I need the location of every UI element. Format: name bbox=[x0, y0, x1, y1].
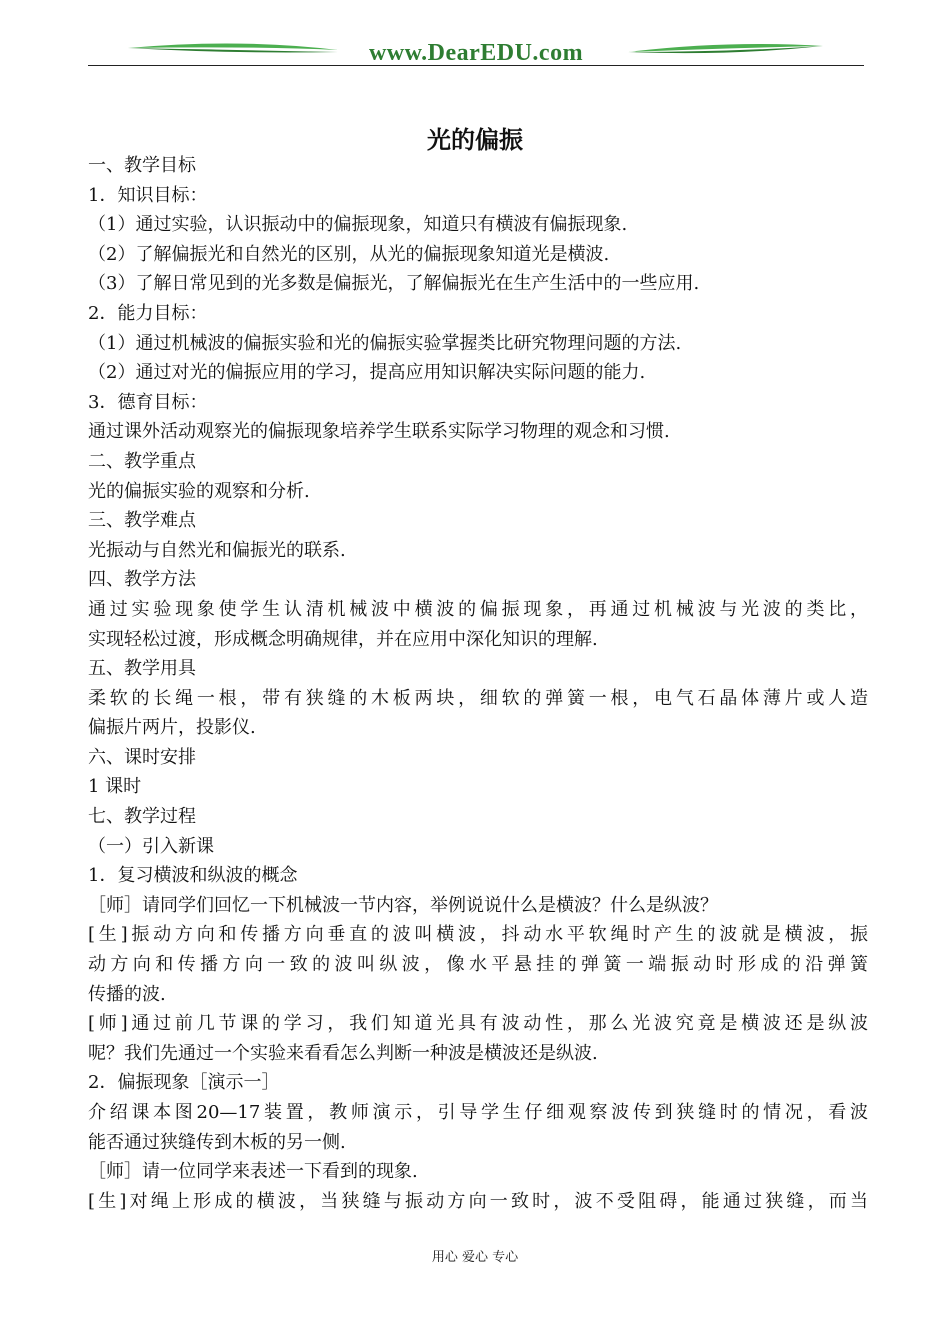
text-line: 光振动与自然光和偏振光的联系. bbox=[88, 539, 346, 561]
header-divider bbox=[88, 65, 864, 66]
text-line: （3）了解日常见到的光多数是偏振光，了解偏振光在生产生活中的一些应用. bbox=[88, 273, 700, 295]
text-line: 三、教学难点 bbox=[88, 510, 196, 532]
text-line: 动方向和传播方向一致的波叫纵波，像水平悬挂的弹簧一端振动时形成的沿弹簧 bbox=[88, 954, 868, 976]
text-line: 1．知识目标： bbox=[88, 184, 208, 206]
text-line: [生]对绳上形成的横波，当狭缝与振动方向一致时，波不受阻碍，能通过狭缝，而当 bbox=[88, 1190, 868, 1212]
text-line: 五、教学用具 bbox=[88, 658, 196, 680]
page-footer: 用心 爱心 专心 bbox=[431, 1250, 519, 1265]
text-line: 柔软的长绳一根，带有狭缝的木板两块，细软的弹簧一根，电气石晶体薄片或人造 bbox=[88, 687, 868, 709]
text-line: 光的偏振实验的观察和分析. bbox=[88, 480, 310, 502]
text-line: 二、教学重点 bbox=[88, 450, 196, 472]
text-line: 四、教学方法 bbox=[88, 569, 196, 591]
text-line: 能否通过狭缝传到木板的另一侧. bbox=[88, 1131, 346, 1153]
text-line: 通过课外活动观察光的偏振现象培养学生联系实际学习物理的观念和习惯. bbox=[88, 421, 670, 443]
text-line: [师]通过前几节课的学习，我们知道光具有波动性，那么光波究竟是横波还是纵波 bbox=[88, 1013, 868, 1035]
text-line: ［师］请一位同学来表述一下看到的现象. bbox=[88, 1161, 418, 1183]
text-line: 七、教学过程 bbox=[88, 806, 196, 828]
text-line: 1．复习横波和纵波的概念 bbox=[88, 865, 298, 887]
text-line: 3．德育目标： bbox=[88, 391, 208, 413]
site-logo: www.DearEDU.com bbox=[368, 40, 584, 66]
text-line: 实现轻松过渡，形成概念明确规律，并在应用中深化知识的理解. bbox=[88, 628, 598, 650]
text-line: 传播的波. bbox=[88, 983, 166, 1005]
text-line: 一、教学目标 bbox=[88, 155, 196, 176]
text-line: [生]振动方向和传播方向垂直的波叫横波，抖动水平软绳时产生的波就是横波，振 bbox=[88, 924, 868, 946]
text-line: 呢？我们先通过一个实验来看看怎么判断一种波是横波还是纵波. bbox=[88, 1042, 598, 1064]
text-line: （2）通过对光的偏振应用的学习，提高应用知识解决实际问题的能力. bbox=[88, 362, 646, 384]
text-line: 2．偏振现象［演示一］ bbox=[88, 1072, 280, 1094]
page-title: 光的偏振 bbox=[427, 126, 523, 154]
text-line: ［师］请同学们回忆一下机械波一节内容，举例说说什么是横波？什么是纵波？ bbox=[88, 894, 718, 916]
text-line: 六、课时安排 bbox=[88, 746, 196, 768]
text-line: （1）通过机械波的偏振实验和光的偏振实验掌握类比研究物理问题的方法. bbox=[88, 332, 682, 354]
text-line: （2）了解偏振光和自然光的区别，从光的偏振现象知道光是横波. bbox=[88, 243, 610, 265]
text-line: 通过实验现象使学生认清机械波中横波的偏振现象，再通过机械波与光波的类比， bbox=[88, 598, 868, 620]
text-line: （一）引入新课 bbox=[88, 835, 214, 857]
text-line: 1 课时 bbox=[88, 776, 142, 798]
text-line: 2．能力目标： bbox=[88, 302, 208, 324]
document-body bbox=[88, 151, 868, 1216]
text-line: 介绍课本图20—17装置，教师演示，引导学生仔细观察波传到狭缝时的情况，看波 bbox=[88, 1102, 868, 1123]
text-line: （1）通过实验，认识振动中的偏振现象，知道只有横波有偏振现象. bbox=[88, 214, 628, 236]
text-line: 偏振片两片，投影仪. bbox=[88, 717, 256, 739]
